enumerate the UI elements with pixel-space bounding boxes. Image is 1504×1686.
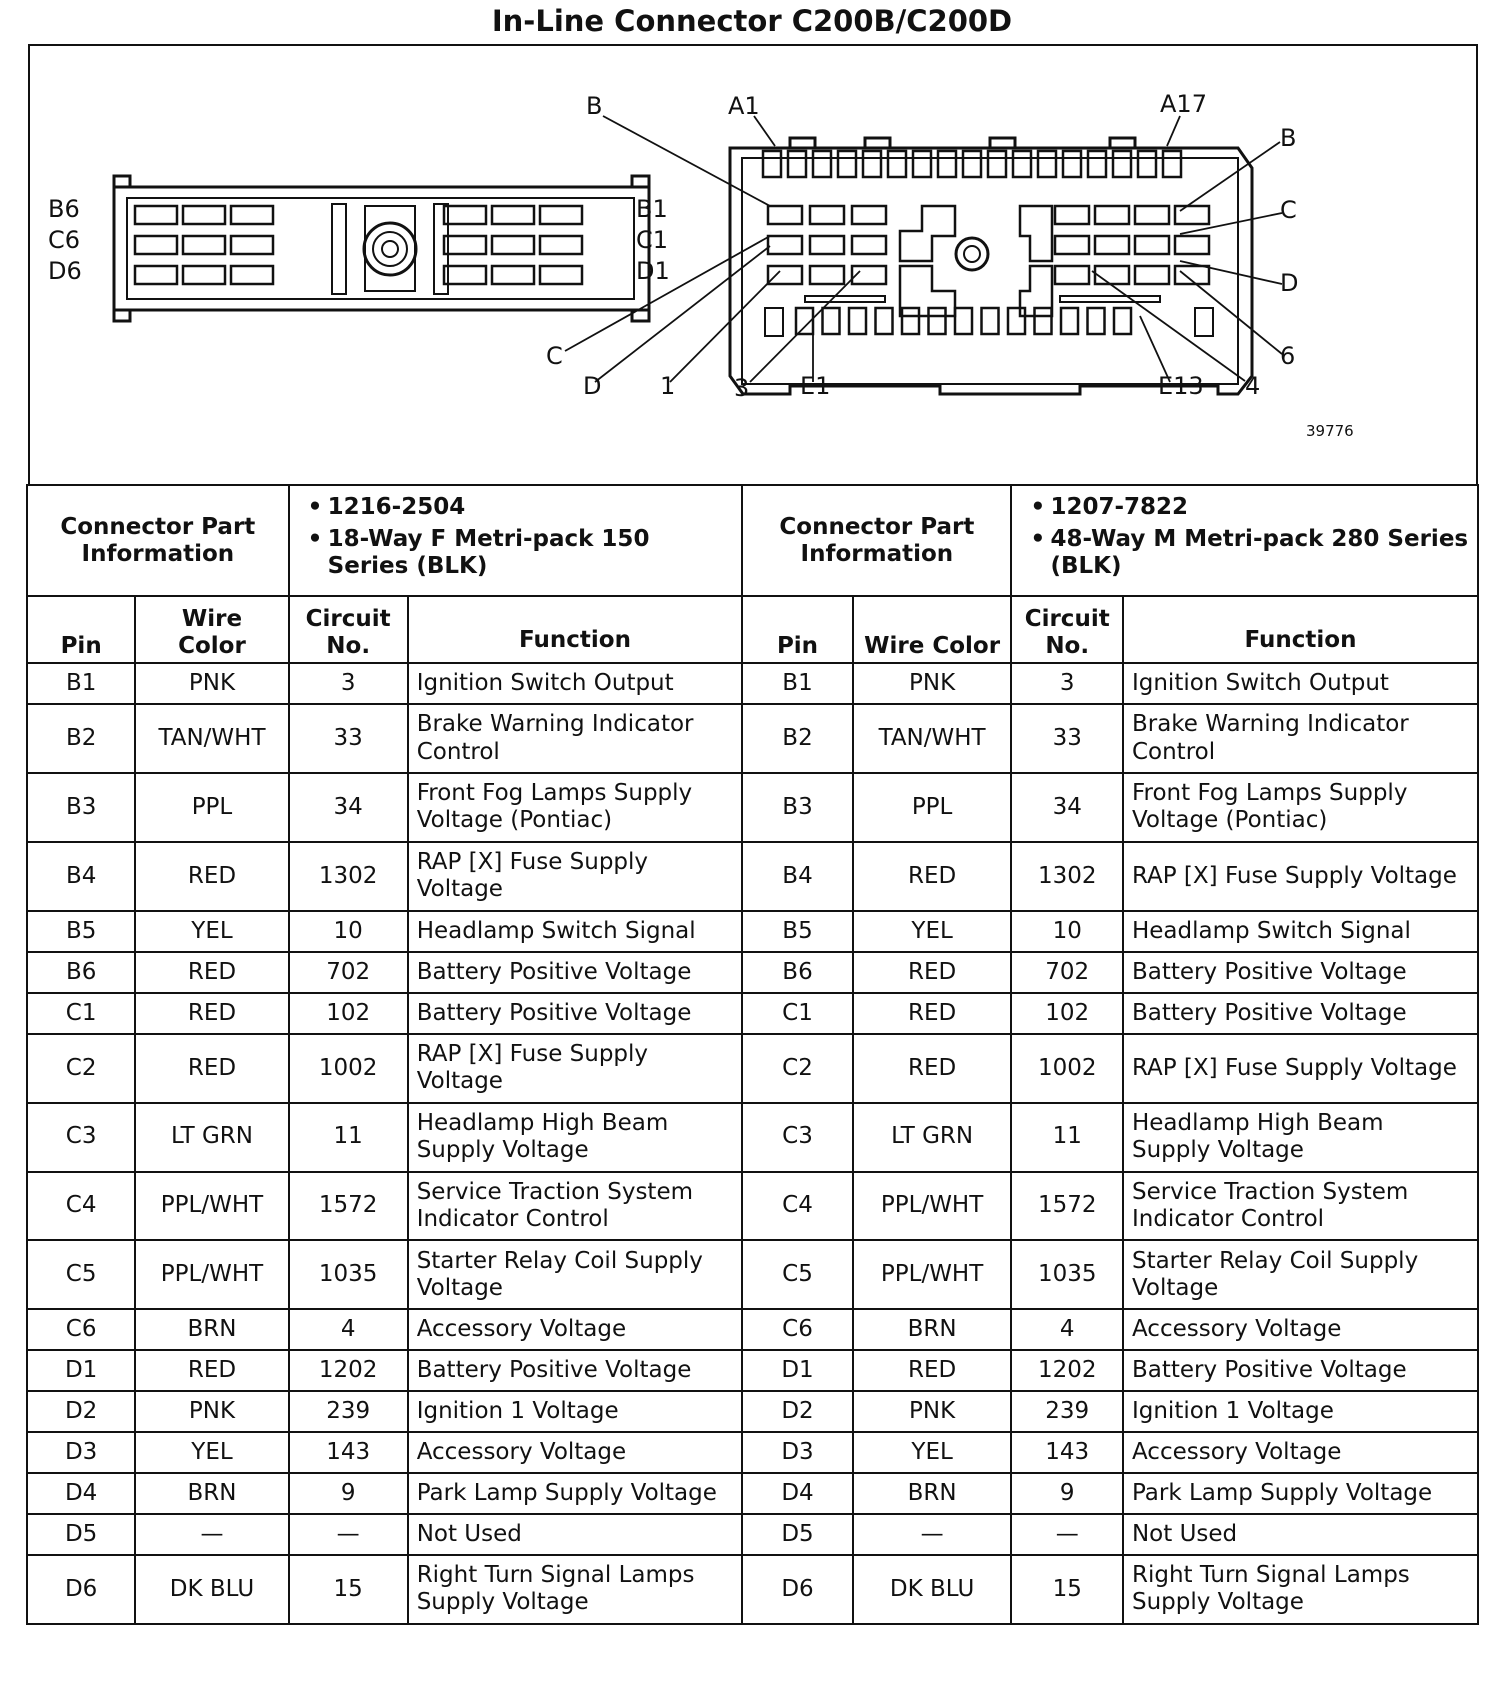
circuit-cell: 9	[1011, 1473, 1123, 1514]
label-b-right: B	[1280, 124, 1297, 152]
circuit-cell: 102	[1011, 993, 1123, 1034]
pin-cavity	[231, 236, 273, 254]
circuit-cell: 1302	[289, 842, 408, 911]
pin-cavity	[1063, 151, 1081, 177]
left-part-description: • 18-Way F Metri-pack 150 Series (BLK)	[328, 526, 734, 580]
right-part-info	[1011, 485, 1478, 596]
page-title: In-Line Connector C200B/C200D	[491, 4, 1013, 38]
pin-cell: B4	[742, 842, 852, 911]
header-wire-color-right: Wire Color	[853, 596, 1012, 663]
pin-cell: D6	[27, 1555, 135, 1624]
label-c-left: C	[546, 342, 563, 370]
wire-color-cell: DK BLU	[135, 1555, 288, 1624]
function-cell: Accessory Voltage	[408, 1432, 743, 1473]
header-function-left: Function	[408, 596, 743, 663]
pin-cell: C4	[27, 1172, 135, 1241]
wire-color-cell: BRN	[853, 1473, 1012, 1514]
header-pin-right: Pin	[742, 596, 852, 663]
pin-cell: B5	[27, 911, 135, 952]
pin-cavity	[1095, 236, 1129, 254]
function-cell: Headlamp High Beam Supply Voltage	[1123, 1103, 1478, 1172]
pin-cavity	[1055, 206, 1089, 224]
function-cell: Ignition 1 Voltage	[408, 1391, 743, 1432]
pin-cavity	[913, 151, 931, 177]
pin-cavity	[988, 151, 1006, 177]
left-part-info	[289, 485, 743, 596]
pin-cavity	[183, 206, 225, 224]
pin-cavity	[1163, 151, 1181, 177]
wire-color-cell: DK BLU	[853, 1555, 1012, 1624]
pin-cell: C2	[27, 1034, 135, 1103]
function-cell: Brake Warning Indicator Control	[408, 704, 743, 773]
pin-cavity	[492, 266, 534, 284]
label-d-right: D	[1280, 269, 1299, 297]
circuit-cell: 1002	[289, 1034, 408, 1103]
function-cell: Not Used	[408, 1514, 743, 1555]
label-b6: B6	[48, 195, 80, 223]
function-cell: Not Used	[1123, 1514, 1478, 1555]
circuit-cell: 702	[1011, 952, 1123, 993]
circuit-cell: 10	[1011, 911, 1123, 952]
label-1: 1	[660, 372, 676, 400]
pin-cavity	[444, 266, 486, 284]
table-row	[27, 663, 1478, 704]
wire-color-cell: PPL/WHT	[135, 1240, 288, 1309]
table-row	[27, 704, 1478, 773]
wire-color-cell: RED	[135, 842, 288, 911]
function-cell: Starter Relay Coil Supply Voltage	[1123, 1240, 1478, 1309]
pin-cell: B4	[27, 842, 135, 911]
pin-cell: D3	[27, 1432, 135, 1473]
pin-cavity	[768, 266, 802, 284]
wire-color-cell: YEL	[853, 911, 1012, 952]
function-cell: Battery Positive Voltage	[408, 952, 743, 993]
pin-cavity	[963, 151, 981, 177]
table-row	[27, 1034, 1478, 1103]
pin-cavity	[810, 206, 844, 224]
circuit-cell: 1002	[1011, 1034, 1123, 1103]
pin-cell: C6	[27, 1309, 135, 1350]
pin-cavity	[1055, 266, 1089, 284]
function-cell: Accessory Voltage	[1123, 1309, 1478, 1350]
pin-cavity	[1088, 151, 1106, 177]
pin-cell: D4	[27, 1473, 135, 1514]
column-header-row	[27, 596, 1478, 663]
circuit-cell: 11	[1011, 1103, 1123, 1172]
function-cell: Accessory Voltage	[1123, 1432, 1478, 1473]
left-part-info-label: Connector Part Information	[27, 485, 289, 596]
label-a1: A1	[728, 92, 760, 120]
function-cell: Park Lamp Supply Voltage	[1123, 1473, 1478, 1514]
pin-cavity	[444, 206, 486, 224]
pin-cell: C1	[27, 993, 135, 1034]
table-row	[27, 993, 1478, 1034]
pin-cavity	[888, 151, 906, 177]
wire-color-cell: PPL/WHT	[853, 1172, 1012, 1241]
circuit-cell: 11	[289, 1103, 408, 1172]
label-e13: E13	[1158, 372, 1204, 400]
function-cell: Service Traction System Indicator Control	[408, 1172, 743, 1241]
wire-color-cell: LT GRN	[135, 1103, 288, 1172]
wire-color-cell: BRN	[853, 1309, 1012, 1350]
circuit-cell: 143	[289, 1432, 408, 1473]
circuit-cell: 33	[1011, 704, 1123, 773]
pin-cavity	[852, 206, 886, 224]
pin-cavity	[1088, 308, 1105, 334]
function-cell: Ignition Switch Output	[408, 663, 743, 704]
pin-cell: B6	[27, 952, 135, 993]
function-cell: Service Traction System Indicator Control	[1123, 1172, 1478, 1241]
function-cell: Battery Positive Voltage	[408, 993, 743, 1034]
function-cell: Ignition 1 Voltage	[1123, 1391, 1478, 1432]
pin-cell: C2	[742, 1034, 852, 1103]
pin-cavity	[1114, 308, 1131, 334]
circuit-cell: 143	[1011, 1432, 1123, 1473]
function-cell: Battery Positive Voltage	[1123, 1350, 1478, 1391]
pin-cavity	[135, 266, 177, 284]
pin-cavity	[1135, 266, 1169, 284]
circuit-cell: 34	[1011, 773, 1123, 842]
pin-cavity	[863, 151, 881, 177]
pin-cavity	[823, 308, 840, 334]
function-cell: Park Lamp Supply Voltage	[408, 1473, 743, 1514]
pin-cell: C5	[27, 1240, 135, 1309]
pin-cavity	[135, 206, 177, 224]
wire-color-cell: PNK	[853, 663, 1012, 704]
pin-cavity	[540, 266, 582, 284]
connector-drawing	[30, 46, 1478, 484]
pin-cavity	[1135, 236, 1169, 254]
wire-color-cell: RED	[853, 842, 1012, 911]
function-cell: RAP [X] Fuse Supply Voltage	[408, 842, 743, 911]
label-3: 3	[734, 374, 750, 402]
pin-cell: B2	[742, 704, 852, 773]
pin-cavity	[955, 308, 972, 334]
label-b1: B1	[636, 195, 668, 223]
circuit-cell: 34	[289, 773, 408, 842]
wire-color-cell: PPL	[135, 773, 288, 842]
table-row	[27, 1309, 1478, 1350]
pin-cell: D2	[27, 1391, 135, 1432]
function-cell: Front Fog Lamps Supply Voltage (Pontiac)	[408, 773, 743, 842]
circuit-cell: 1572	[1011, 1172, 1123, 1241]
wire-color-cell: PPL/WHT	[853, 1240, 1012, 1309]
pin-cavity	[788, 151, 806, 177]
pin-cavity	[1038, 151, 1056, 177]
function-cell: Ignition Switch Output	[1123, 663, 1478, 704]
wire-color-cell: RED	[135, 993, 288, 1034]
wire-color-cell: RED	[853, 952, 1012, 993]
pin-cavity	[444, 236, 486, 254]
label-d6: D6	[48, 257, 82, 285]
wire-color-cell: RED	[853, 1034, 1012, 1103]
wire-color-cell: RED	[853, 1350, 1012, 1391]
table-row	[27, 1555, 1478, 1624]
function-cell: Battery Positive Voltage	[1123, 952, 1478, 993]
wire-color-cell: RED	[853, 993, 1012, 1034]
label-d-left: D	[583, 372, 602, 400]
pin-cavity	[1175, 206, 1209, 224]
circuit-cell: 702	[289, 952, 408, 993]
pin-cell: C6	[742, 1309, 852, 1350]
header-pin-left: Pin	[27, 596, 135, 663]
table-row	[27, 911, 1478, 952]
wire-color-cell: PPL/WHT	[135, 1172, 288, 1241]
function-cell: RAP [X] Fuse Supply Voltage	[1123, 842, 1478, 911]
connector-diagram	[28, 44, 1478, 484]
pin-cell: C4	[742, 1172, 852, 1241]
pin-cavity	[838, 151, 856, 177]
wire-color-cell: PPL	[853, 773, 1012, 842]
table-row	[27, 1391, 1478, 1432]
header-wire-color-left: Wire Color	[135, 596, 288, 663]
function-cell: RAP [X] Fuse Supply Voltage	[408, 1034, 743, 1103]
pin-cavity	[1095, 206, 1129, 224]
wire-color-cell: RED	[135, 952, 288, 993]
figure-number: 39776	[1306, 422, 1354, 440]
table-row	[27, 773, 1478, 842]
circuit-cell: 4	[1011, 1309, 1123, 1350]
table-row	[27, 1172, 1478, 1241]
function-cell: RAP [X] Fuse Supply Voltage	[1123, 1034, 1478, 1103]
circuit-cell: 9	[289, 1473, 408, 1514]
wire-color-cell: LT GRN	[853, 1103, 1012, 1172]
pin-cavity	[876, 308, 893, 334]
pin-cavity	[810, 236, 844, 254]
pin-cell: D4	[742, 1473, 852, 1514]
label-6: 6	[1280, 342, 1296, 370]
function-cell: Headlamp Switch Signal	[408, 911, 743, 952]
function-cell: Brake Warning Indicator Control	[1123, 704, 1478, 773]
label-c1: C1	[636, 226, 669, 254]
label-b-top: B	[586, 92, 603, 120]
function-cell: Right Turn Signal Lamps Supply Voltage	[1123, 1555, 1478, 1624]
pin-cell: D2	[742, 1391, 852, 1432]
circuit-cell: 1035	[1011, 1240, 1123, 1309]
pin-cell: C1	[742, 993, 852, 1034]
table-row	[27, 1432, 1478, 1473]
wire-color-cell: RED	[135, 1350, 288, 1391]
circuit-cell: 1035	[289, 1240, 408, 1309]
pin-cavity	[1013, 151, 1031, 177]
header-function-right: Function	[1123, 596, 1478, 663]
pin-cell: B5	[742, 911, 852, 952]
circuit-cell: 10	[289, 911, 408, 952]
table-row	[27, 1240, 1478, 1309]
table-row	[27, 842, 1478, 911]
label-a17: A17	[1160, 90, 1207, 118]
right-part-info-label: Connector Part Information	[742, 485, 1011, 596]
pin-cell: B3	[742, 773, 852, 842]
header-circuit-left: Circuit No.	[289, 596, 408, 663]
pin-cavity	[1055, 236, 1089, 254]
pin-cavity	[902, 308, 919, 334]
pin-cavity	[1175, 236, 1209, 254]
circuit-cell: 33	[289, 704, 408, 773]
wire-color-cell: RED	[135, 1034, 288, 1103]
function-cell: Right Turn Signal Lamps Supply Voltage	[408, 1555, 743, 1624]
header-circuit-right: Circuit No.	[1011, 596, 1123, 663]
wire-color-cell: BRN	[135, 1309, 288, 1350]
wire-color-cell: YEL	[853, 1432, 1012, 1473]
left-part-number: • 1216-2504	[328, 494, 734, 521]
wire-color-cell: YEL	[135, 1432, 288, 1473]
pin-cell: C3	[27, 1103, 135, 1172]
pin-cell: C5	[742, 1240, 852, 1309]
circuit-cell: 3	[1011, 663, 1123, 704]
circuit-cell: —	[289, 1514, 408, 1555]
function-cell: Headlamp Switch Signal	[1123, 911, 1478, 952]
label-c-right: C	[1280, 196, 1297, 224]
label-e1: E1	[800, 372, 831, 400]
pin-cavity	[982, 308, 999, 334]
wire-color-cell: TAN/WHT	[853, 704, 1012, 773]
pin-cell: B1	[27, 663, 135, 704]
pin-cavity	[492, 206, 534, 224]
label-4: 4	[1245, 372, 1261, 400]
pin-cavity	[768, 236, 802, 254]
circuit-cell: 1202	[289, 1350, 408, 1391]
pin-cavity	[852, 236, 886, 254]
right-connector-body	[730, 138, 1252, 394]
pin-cavity	[135, 236, 177, 254]
label-c6: C6	[48, 226, 81, 254]
pin-cavity	[1008, 308, 1025, 334]
table-row	[27, 1103, 1478, 1172]
table-row	[27, 1350, 1478, 1391]
pin-cavity	[231, 206, 273, 224]
pin-cavity	[231, 266, 273, 284]
pin-cell: B3	[27, 773, 135, 842]
function-cell: Accessory Voltage	[408, 1309, 743, 1350]
pin-cell: B1	[742, 663, 852, 704]
wire-color-cell: —	[135, 1514, 288, 1555]
pin-cavity	[1035, 308, 1052, 334]
pin-cavity	[1135, 206, 1169, 224]
function-cell: Battery Positive Voltage	[1123, 993, 1478, 1034]
pin-cell: D5	[27, 1514, 135, 1555]
circuit-cell: 15	[1011, 1555, 1123, 1624]
pin-cavity	[763, 151, 781, 177]
circuit-cell: 239	[289, 1391, 408, 1432]
pin-cell: C3	[742, 1103, 852, 1172]
function-cell: Starter Relay Coil Supply Voltage	[408, 1240, 743, 1309]
pin-cavity	[938, 151, 956, 177]
pin-cell: D1	[27, 1350, 135, 1391]
wire-color-cell: PNK	[135, 663, 288, 704]
circuit-cell: 102	[289, 993, 408, 1034]
circuit-cell: —	[1011, 1514, 1123, 1555]
table-row	[27, 952, 1478, 993]
right-part-number: • 1207-7822	[1050, 494, 1469, 521]
part-info-row	[27, 485, 1478, 596]
wire-color-cell: PNK	[853, 1391, 1012, 1432]
circuit-cell: 4	[289, 1309, 408, 1350]
circuit-cell: 239	[1011, 1391, 1123, 1432]
pin-cavity	[492, 236, 534, 254]
wire-color-cell: PNK	[135, 1391, 288, 1432]
pin-cell: D5	[742, 1514, 852, 1555]
wire-color-cell: —	[853, 1514, 1012, 1555]
table-row	[27, 1473, 1478, 1514]
pin-cell: D6	[742, 1555, 852, 1624]
pin-cavity	[768, 206, 802, 224]
pin-cavity	[849, 308, 866, 334]
circuit-cell: 1572	[289, 1172, 408, 1241]
pin-cell: B6	[742, 952, 852, 993]
wire-color-cell: BRN	[135, 1473, 288, 1514]
circuit-cell: 1302	[1011, 842, 1123, 911]
pin-cavity	[1095, 266, 1129, 284]
circuit-cell: 15	[289, 1555, 408, 1624]
table-row	[27, 1514, 1478, 1555]
pin-cavity	[1138, 151, 1156, 177]
pin-cell: D1	[742, 1350, 852, 1391]
pin-cavity	[813, 151, 831, 177]
pinout-table	[26, 484, 1479, 1625]
pin-cavity	[183, 236, 225, 254]
wire-color-cell: TAN/WHT	[135, 704, 288, 773]
left-connector-body	[114, 176, 649, 321]
pin-cavity	[1061, 308, 1078, 334]
pin-cavity	[929, 308, 946, 334]
pin-cell: B2	[27, 704, 135, 773]
right-part-description: • 48-Way M Metri-pack 280 Series (BLK)	[1050, 526, 1469, 580]
circuit-cell: 3	[289, 663, 408, 704]
function-cell: Front Fog Lamps Supply Voltage (Pontiac)	[1123, 773, 1478, 842]
label-d1: D1	[636, 257, 670, 285]
pin-cavity	[540, 236, 582, 254]
pinout-rows	[27, 663, 1478, 1624]
circuit-cell: 1202	[1011, 1350, 1123, 1391]
pin-cavity	[810, 266, 844, 284]
pin-cavity	[1113, 151, 1131, 177]
function-cell: Headlamp High Beam Supply Voltage	[408, 1103, 743, 1172]
pin-cavity	[183, 266, 225, 284]
pin-cell: D3	[742, 1432, 852, 1473]
function-cell: Battery Positive Voltage	[408, 1350, 743, 1391]
wire-color-cell: YEL	[135, 911, 288, 952]
pin-cavity	[540, 206, 582, 224]
